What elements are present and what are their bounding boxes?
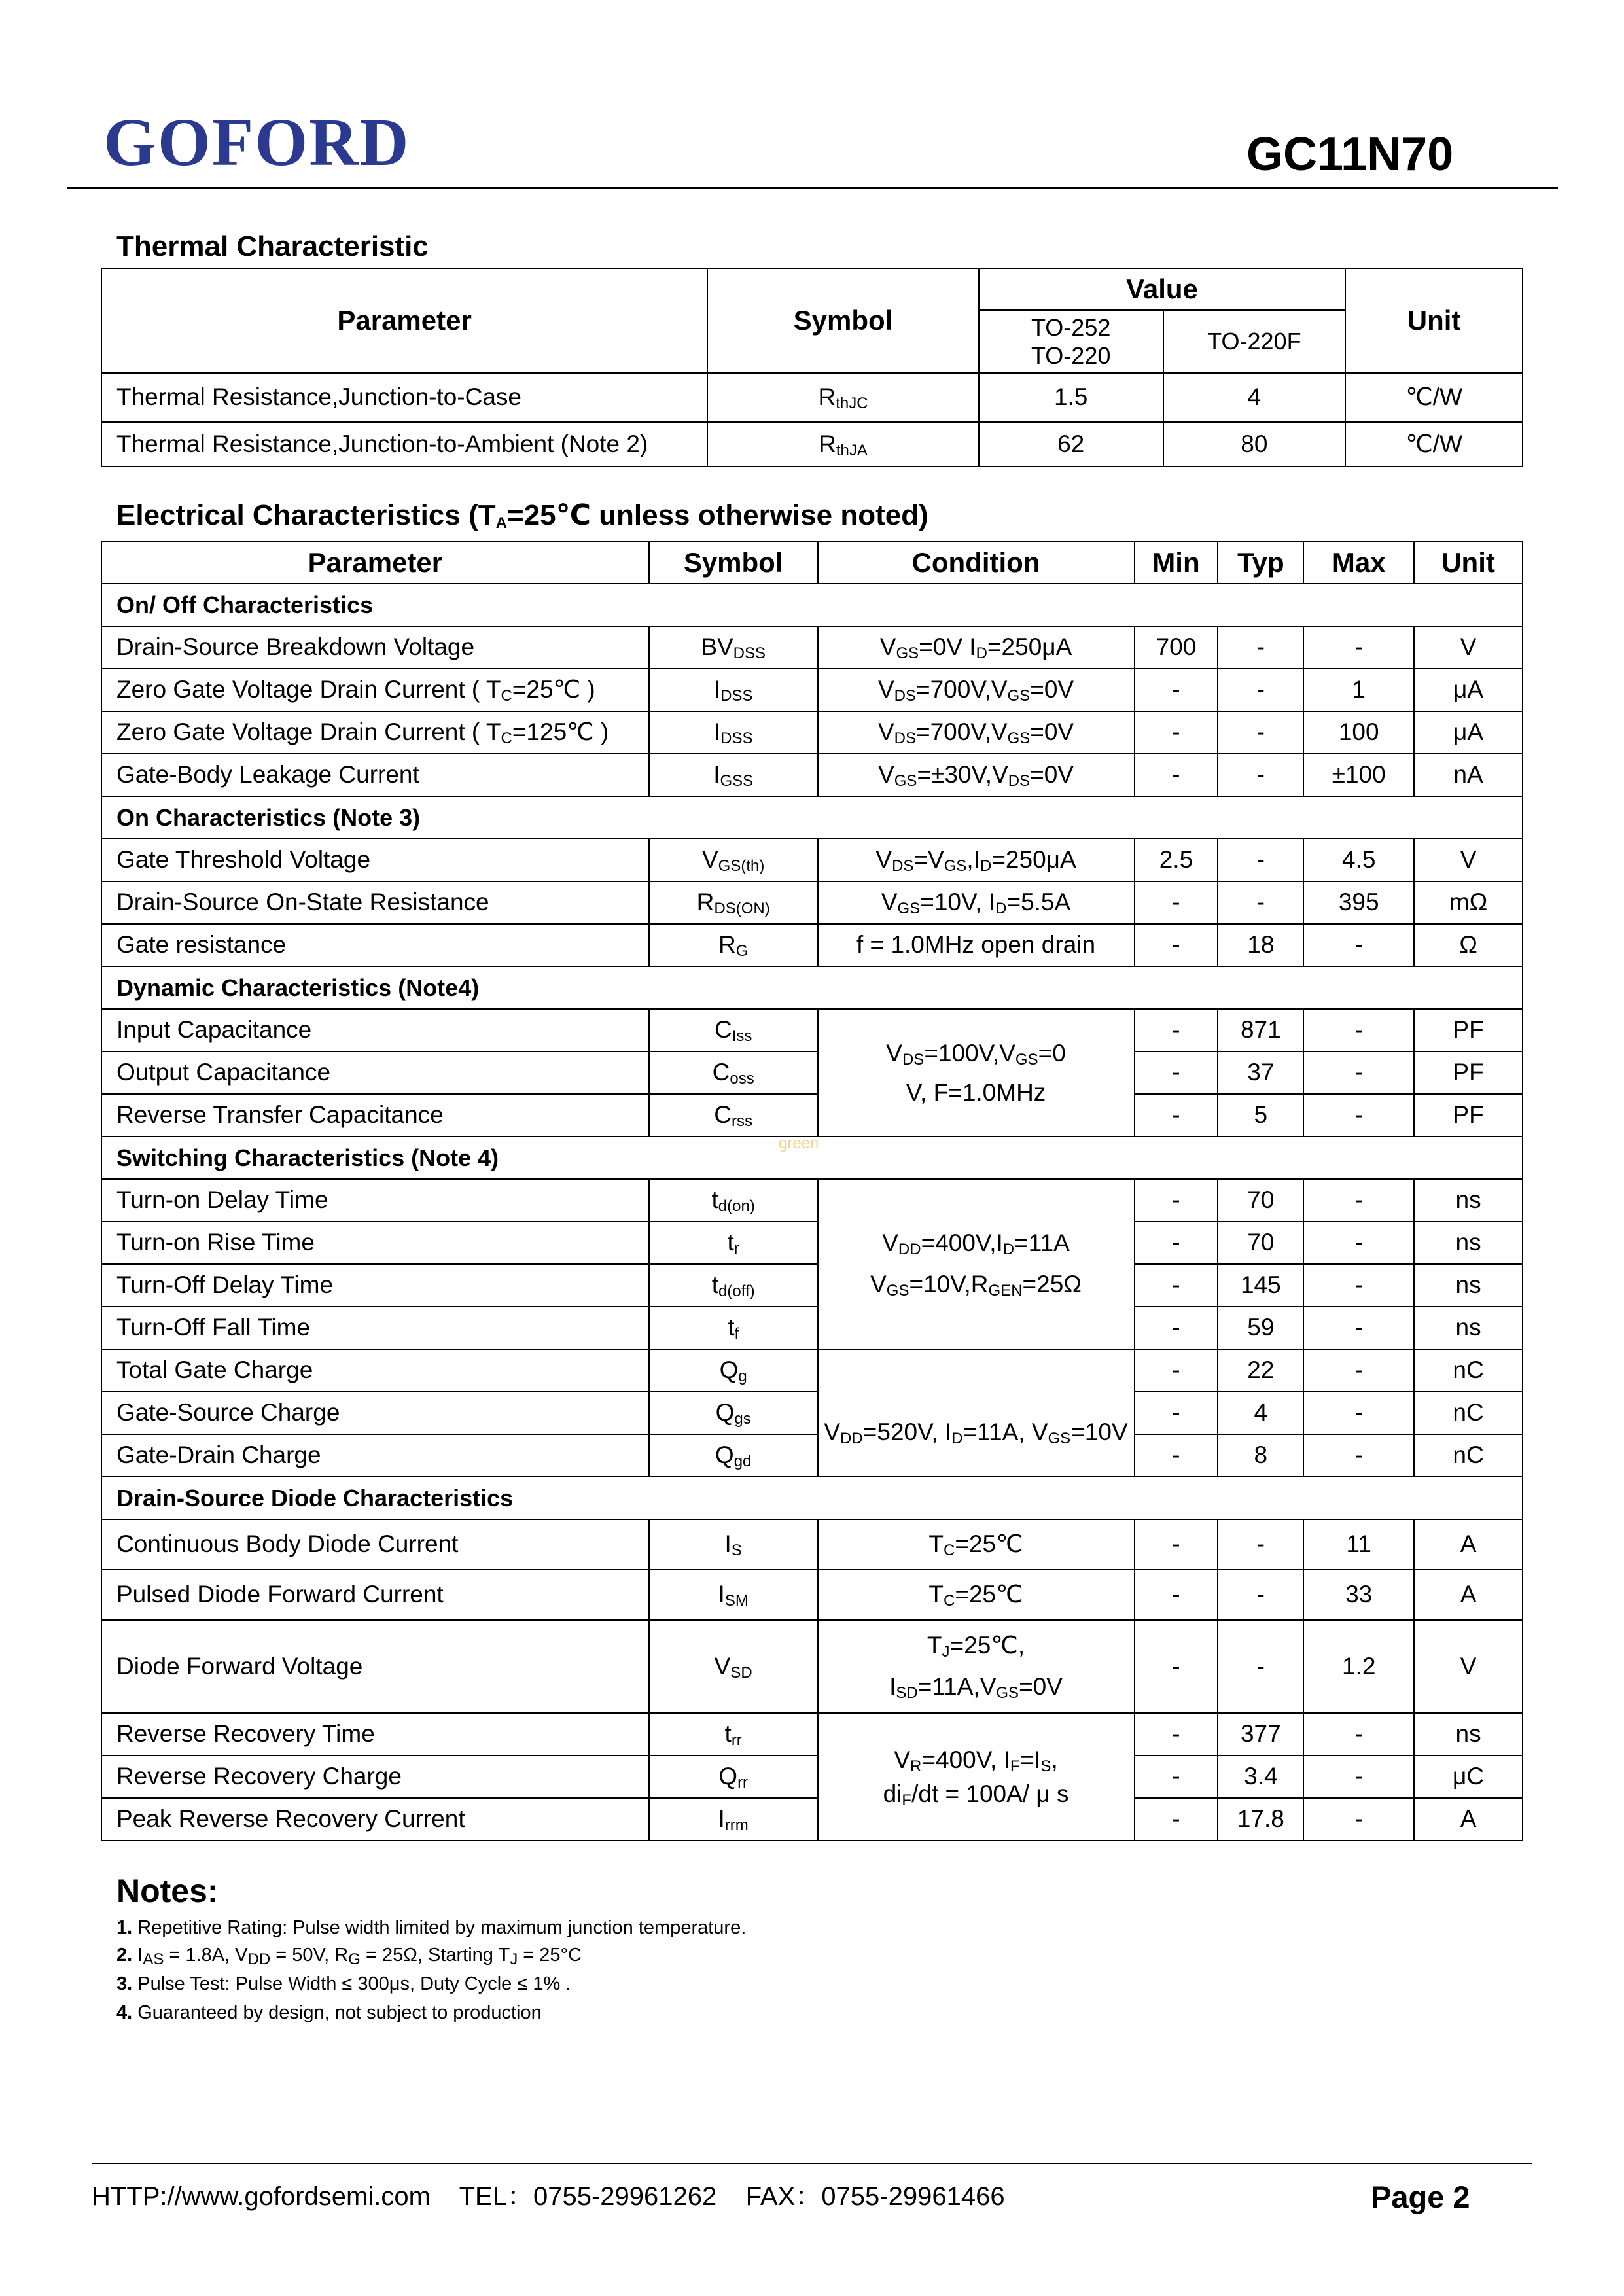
- unit-cell: PF: [1414, 1009, 1523, 1051]
- param-cell: Continuous Body Diode Current: [101, 1519, 649, 1570]
- table-row: [101, 711, 1523, 754]
- max-cell: -: [1303, 1307, 1414, 1349]
- note-1: 1. Repetitive Rating: Pulse width limited by maximum junction temperature.: [116, 1917, 747, 1938]
- table-row: [101, 1713, 1523, 1756]
- elec-header-typ: Typ: [1218, 542, 1303, 584]
- condition-cell: $V_{DS}=700V,V_{GS}=0V$: [818, 669, 1135, 711]
- param-cell: Input Capacitance: [101, 1009, 649, 1051]
- section-header-switching: Switching Characteristics (Note 4): [101, 1137, 1523, 1179]
- symbol-cell: $BV_{DSS}$: [649, 626, 818, 669]
- electrical-table: [101, 541, 1523, 1841]
- min-cell: -: [1135, 1519, 1218, 1570]
- param-cell: Total Gate Charge: [101, 1349, 649, 1392]
- table-row: [101, 754, 1523, 796]
- table-row: [101, 422, 1523, 467]
- footer-divider: [92, 2163, 1532, 2164]
- footer-contact: HTTP://www.gofordsemi.com TEL：0755-29961262 FAX：0755-29961466: [92, 2182, 1005, 2211]
- max-cell: -: [1303, 1349, 1414, 1392]
- symbol-cell: $t_{d(on)}$: [649, 1179, 818, 1222]
- min-cell: -: [1135, 1620, 1218, 1713]
- param-cell: Zero Gate Voltage Drain Current ( $T_C=25℃$ ): [101, 669, 649, 711]
- unit-cell: nC: [1414, 1392, 1523, 1434]
- value-cell: 4: [1163, 373, 1346, 422]
- max-cell: -: [1303, 1222, 1414, 1264]
- thermal-header-unit: Unit: [1345, 268, 1523, 373]
- thermal-header-value: Value: [979, 268, 1345, 310]
- typ-cell: 22: [1218, 1349, 1303, 1392]
- min-cell: -: [1135, 1434, 1218, 1477]
- table-row: [101, 1051, 1523, 1094]
- condition-cell: $T_C=25℃$: [818, 1519, 1135, 1570]
- typ-cell: -: [1218, 626, 1303, 669]
- param-cell: Gate-Drain Charge: [101, 1434, 649, 1477]
- max-cell: -: [1303, 1094, 1414, 1137]
- unit-cell: ns: [1414, 1222, 1523, 1264]
- max-cell: 100: [1303, 711, 1414, 754]
- max-cell: 11: [1303, 1519, 1414, 1570]
- table-row: [101, 924, 1523, 966]
- note-4: 4. Guaranteed by design, not subject to production: [116, 2002, 542, 2023]
- table-row: [101, 1094, 1523, 1137]
- section-header-on: On Characteristics (Note 3): [101, 796, 1523, 839]
- param-cell: Reverse Transfer Capacitance: [101, 1094, 649, 1137]
- thermal-header-parameter: Parameter: [101, 268, 707, 373]
- table-row: [101, 626, 1523, 669]
- symbol-cell: $V_{SD}$: [649, 1620, 818, 1713]
- min-cell: -: [1135, 1570, 1218, 1620]
- param-cell: Gate resistance: [101, 924, 649, 966]
- param-cell: Drain-Source On-State Resistance: [101, 881, 649, 924]
- typ-cell: 8: [1218, 1434, 1303, 1477]
- min-cell: -: [1135, 669, 1218, 711]
- min-cell: -: [1135, 1222, 1218, 1264]
- typ-cell: 59: [1218, 1307, 1303, 1349]
- typ-cell: 5: [1218, 1094, 1303, 1137]
- param-cell: Output Capacitance: [101, 1051, 649, 1094]
- unit-cell: A: [1414, 1570, 1523, 1620]
- min-cell: 2.5: [1135, 839, 1218, 881]
- unit-cell: nC: [1414, 1434, 1523, 1477]
- elec-header-parameter: Parameter: [101, 542, 649, 584]
- symbol-cell: $Q_{gd}$: [649, 1434, 818, 1477]
- value-cell: 80: [1163, 422, 1346, 467]
- typ-cell: 70: [1218, 1179, 1303, 1222]
- unit-cell: mΩ: [1414, 881, 1523, 924]
- param-cell: Reverse Recovery Charge: [101, 1756, 649, 1798]
- condition-cell: $T_J=25℃$, $I_{SD}=11A,V_{GS}=0V$: [818, 1620, 1135, 1713]
- unit-cell: V: [1414, 626, 1523, 669]
- unit-cell: PF: [1414, 1094, 1523, 1137]
- unit-cell: A: [1414, 1798, 1523, 1841]
- unit-cell: μA: [1414, 711, 1523, 754]
- typ-cell: -: [1218, 669, 1303, 711]
- table-row: [101, 1756, 1523, 1798]
- table-row: [101, 1009, 1523, 1051]
- thermal-header-package-2: TO-220F: [1163, 310, 1346, 373]
- symbol-cell: $I_{DSS}$: [649, 711, 818, 754]
- symbol-cell: $I_{rrm}$: [649, 1798, 818, 1841]
- typ-cell: -: [1218, 1570, 1303, 1620]
- table-row: [101, 1307, 1523, 1349]
- symbol-cell: $Q_{gs}$: [649, 1392, 818, 1434]
- elec-header-condition: Condition: [818, 542, 1135, 584]
- symbol-cell: $R_{thJC}$: [707, 373, 979, 422]
- value-cell: 62: [979, 422, 1163, 467]
- max-cell: -: [1303, 1051, 1414, 1094]
- param-cell: Gate-Body Leakage Current: [101, 754, 649, 796]
- max-cell: 33: [1303, 1570, 1414, 1620]
- param-cell: Pulsed Diode Forward Current: [101, 1570, 649, 1620]
- typ-cell: 70: [1218, 1222, 1303, 1264]
- symbol-cell: $C_{oss}$: [649, 1051, 818, 1094]
- max-cell: -: [1303, 1009, 1414, 1051]
- notes-title: Notes:: [116, 1873, 219, 1909]
- symbol-cell: $V_{GS(th)}$: [649, 839, 818, 881]
- min-cell: -: [1135, 1307, 1218, 1349]
- thermal-header-symbol: Symbol: [707, 268, 979, 373]
- unit-cell: μC: [1414, 1756, 1523, 1798]
- condition-cell: $V_{DS}=V_{GS},I_D=250\mu A$: [818, 839, 1135, 881]
- max-cell: 4.5: [1303, 839, 1414, 881]
- condition-cell: $V_{GS}=10V$, $I_D=5.5A$: [818, 881, 1135, 924]
- table-row: [101, 1264, 1523, 1307]
- min-cell: -: [1135, 1094, 1218, 1137]
- min-cell: -: [1135, 1756, 1218, 1798]
- max-cell: -: [1303, 1179, 1414, 1222]
- elec-header-symbol: Symbol: [649, 542, 818, 584]
- param-cell: Turn-Off Delay Time: [101, 1264, 649, 1307]
- typ-cell: 4: [1218, 1392, 1303, 1434]
- unit-cell: nA: [1414, 754, 1523, 796]
- electrical-section-title: Electrical Characteristics ($T_A=25℃$ unless otherwise noted): [116, 499, 928, 532]
- unit-cell: PF: [1414, 1051, 1523, 1094]
- max-cell: -: [1303, 1264, 1414, 1307]
- elec-header-min: Min: [1135, 542, 1218, 584]
- symbol-cell: $R_{DS(ON)}$: [649, 881, 818, 924]
- typ-cell: 18: [1218, 924, 1303, 966]
- min-cell: -: [1135, 1713, 1218, 1756]
- section-header-dynamic: Dynamic Characteristics (Note4): [101, 966, 1523, 1009]
- symbol-cell: $I_S$: [649, 1519, 818, 1570]
- max-cell: -: [1303, 1713, 1414, 1756]
- param-cell: Thermal Resistance,Junction-to-Ambient (Note 2): [101, 422, 707, 467]
- typ-cell: -: [1218, 1519, 1303, 1570]
- faint-text-artifact: green: [779, 1135, 819, 1152]
- symbol-cell: $I_{GSS}$: [649, 754, 818, 796]
- condition-cell: $V_{DS}=700V,V_{GS}=0V$: [818, 711, 1135, 754]
- table-row: [101, 1434, 1523, 1477]
- min-cell: -: [1135, 924, 1218, 966]
- max-cell: -: [1303, 1392, 1414, 1434]
- part-number: GC11N70: [1246, 128, 1454, 181]
- symbol-cell: $I_{SM}$: [649, 1570, 818, 1620]
- elec-header-max: Max: [1303, 542, 1414, 584]
- param-cell: Thermal Resistance,Junction-to-Case: [101, 373, 707, 422]
- symbol-cell: $R_{thJA}$: [707, 422, 979, 467]
- symbol-cell: $C_{Iss}$: [649, 1009, 818, 1051]
- condition-cell: $T_C=25℃$: [818, 1570, 1135, 1620]
- header-divider: [67, 187, 1558, 189]
- param-cell: Gate-Source Charge: [101, 1392, 649, 1434]
- table-row: [101, 839, 1523, 881]
- min-cell: -: [1135, 1264, 1218, 1307]
- symbol-cell: $t_f$: [649, 1307, 818, 1349]
- symbol-cell: $Q_{rr}$: [649, 1756, 818, 1798]
- note-2: 2. $I_{AS} = 1.8A$, $V_{DD} = 50V$, $R_G = 25\Omega$, Starting $T_J = 25^\circ C$: [116, 1945, 582, 1968]
- table-row: [101, 669, 1523, 711]
- table-row: [101, 1392, 1523, 1434]
- table-row: [101, 1179, 1523, 1222]
- table-row: [101, 1798, 1523, 1841]
- min-cell: 700: [1135, 626, 1218, 669]
- min-cell: -: [1135, 881, 1218, 924]
- param-cell: Gate Threshold Voltage: [101, 839, 649, 881]
- table-row: [101, 1222, 1523, 1264]
- condition-cell: $V_{GS}=0V$ $I_D=250\mu A$: [818, 626, 1135, 669]
- section-header-onoff: On/ Off Characteristics: [101, 584, 1523, 626]
- param-cell: Zero Gate Voltage Drain Current ( $T_C=125℃$ ): [101, 711, 649, 754]
- max-cell: ±100: [1303, 754, 1414, 796]
- table-row: [101, 1349, 1523, 1392]
- unit-cell: ns: [1414, 1264, 1523, 1307]
- max-cell: -: [1303, 924, 1414, 966]
- typ-cell: -: [1218, 1620, 1303, 1713]
- typ-cell: -: [1218, 881, 1303, 924]
- param-cell: Turn-on Rise Time: [101, 1222, 649, 1264]
- param-cell: Peak Reverse Recovery Current: [101, 1798, 649, 1841]
- symbol-cell: $t_{rr}$: [649, 1713, 818, 1756]
- thermal-header-package-1: TO-252 TO-220: [979, 310, 1163, 373]
- min-cell: -: [1135, 1179, 1218, 1222]
- section-header-diode: Drain-Source Diode Characteristics: [101, 1477, 1523, 1519]
- param-cell: Reverse Recovery Time: [101, 1713, 649, 1756]
- min-cell: -: [1135, 1349, 1218, 1392]
- page-number: Page 2: [1371, 2180, 1470, 2214]
- min-cell: -: [1135, 1009, 1218, 1051]
- symbol-cell: $t_{d(off)}$: [649, 1264, 818, 1307]
- typ-cell: 377: [1218, 1713, 1303, 1756]
- unit-cell: nC: [1414, 1349, 1523, 1392]
- unit-cell: V: [1414, 1620, 1523, 1713]
- table-row: [101, 1519, 1523, 1570]
- condition-cell: $V_{DD}=520V$, $I_D=11A$, $V_{GS}=10V$: [818, 1349, 1135, 1477]
- max-cell: 1.2: [1303, 1620, 1414, 1713]
- min-cell: -: [1135, 1798, 1218, 1841]
- table-row: [101, 373, 1523, 422]
- max-cell: -: [1303, 626, 1414, 669]
- symbol-cell: $t_r$: [649, 1222, 818, 1264]
- value-cell: 1.5: [979, 373, 1163, 422]
- unit-cell: μA: [1414, 669, 1523, 711]
- min-cell: -: [1135, 1392, 1218, 1434]
- elec-header-unit: Unit: [1414, 542, 1523, 584]
- typ-cell: 871: [1218, 1009, 1303, 1051]
- typ-cell: 37: [1218, 1051, 1303, 1094]
- condition-cell: $V_{DD}=400V,I_D=11A$ $V_{GS}=10V,R_{GEN}=25\Omega$: [818, 1179, 1135, 1349]
- min-cell: -: [1135, 1051, 1218, 1094]
- table-row: [101, 1570, 1523, 1620]
- typ-cell: 17.8: [1218, 1798, 1303, 1841]
- condition-cell: f = 1.0MHz open drain: [818, 924, 1135, 966]
- table-row: [101, 881, 1523, 924]
- condition-cell: $V_{GS}=\pm 30V,V_{DS}=0V$: [818, 754, 1135, 796]
- max-cell: -: [1303, 1756, 1414, 1798]
- unit-cell: ns: [1414, 1179, 1523, 1222]
- param-cell: Diode Forward Voltage: [101, 1620, 649, 1713]
- unit-cell: ℃/W: [1345, 422, 1523, 467]
- company-logo: GOFORD: [103, 105, 410, 180]
- max-cell: -: [1303, 1798, 1414, 1841]
- note-3: 3. Pulse Test: Pulse Width ≤ 300μs, Duty Cycle ≤ 1% .: [116, 1973, 571, 1994]
- unit-cell: ns: [1414, 1307, 1523, 1349]
- typ-cell: 3.4: [1218, 1756, 1303, 1798]
- max-cell: -: [1303, 1434, 1414, 1477]
- symbol-cell: $R_G$: [649, 924, 818, 966]
- typ-cell: -: [1218, 754, 1303, 796]
- typ-cell: -: [1218, 711, 1303, 754]
- symbol-cell: $I_{DSS}$: [649, 669, 818, 711]
- unit-cell: ns: [1414, 1713, 1523, 1756]
- unit-cell: Ω: [1414, 924, 1523, 966]
- table-row: [101, 1620, 1523, 1713]
- max-cell: 395: [1303, 881, 1414, 924]
- min-cell: -: [1135, 711, 1218, 754]
- max-cell: 1: [1303, 669, 1414, 711]
- condition-cell: $V_{DS}=100V,V_{GS}=0$ V, F=1.0MHz: [818, 1009, 1135, 1137]
- param-cell: Turn-on Delay Time: [101, 1179, 649, 1222]
- min-cell: -: [1135, 754, 1218, 796]
- typ-cell: -: [1218, 839, 1303, 881]
- symbol-cell: $Q_g$: [649, 1349, 818, 1392]
- condition-cell: $V_R=400V$, $I_F=I_S$, $di_F/dt = 100A/$ μ s: [818, 1713, 1135, 1841]
- symbol-cell: $C_{rss}$: [649, 1094, 818, 1137]
- unit-cell: ℃/W: [1345, 373, 1523, 422]
- unit-cell: V: [1414, 839, 1523, 881]
- param-cell: Drain-Source Breakdown Voltage: [101, 626, 649, 669]
- thermal-table: [101, 268, 1523, 467]
- thermal-section-title: Thermal Characteristic: [116, 230, 429, 262]
- typ-cell: 145: [1218, 1264, 1303, 1307]
- unit-cell: A: [1414, 1519, 1523, 1570]
- param-cell: Turn-Off Fall Time: [101, 1307, 649, 1349]
